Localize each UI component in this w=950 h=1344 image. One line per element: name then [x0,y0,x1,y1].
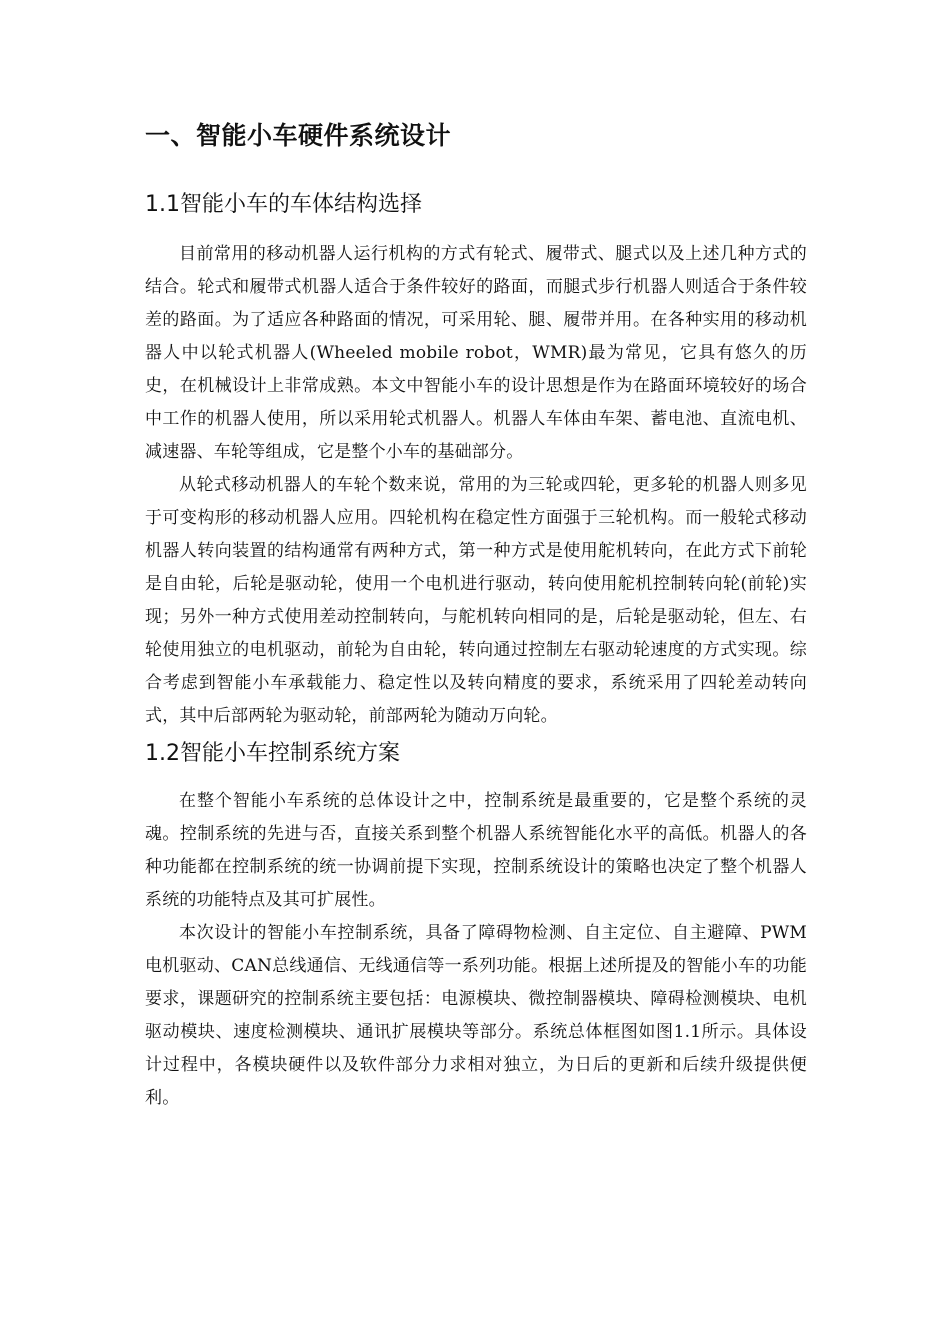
paragraph-1-2-a: 在整个智能小车系统的总体设计之中，控制系统是最重要的，它是整个系统的灵魂。控制系统的先进与否，直接关系到整个机器人系统智能化水平的高低。机器人的各种功能都在控制系统的统一协调前提下实现，控制系统设计的策略也决定了整个机器人系统的功能特点及其可扩展性。 [145,791,807,910]
section-heading-1-1: 1.1智能小车的车体结构选择 [145,192,422,217]
paragraph-1-1-b: 从轮式移动机器人的车轮个数来说，常用的为三轮或四轮，更多轮的机器人则多见于可变构形的移动机器人应用。四轮机构在稳定性方面强于三轮机构。而一般轮式移动机器人转向装置的结构通常有两种方式，第一种方式是使用舵机转向，在此方式下前轮是自由轮，后轮是驱动轮，使用一个电机进行驱动，转向使用舵机控制转向轮(前轮)实现；另外一种方式使用差动控制转向，与舵机转向相同的是，后轮是驱动轮，但左、右轮使用独立的电机驱动，前轮为自由轮，转向通过控制左右驱动轮速度的方式实现。综合考虑到智能小车承载能力、稳定性以及转向精度的要求，系统采用了四轮差动转向式，其中后部两轮为驱动轮，前部两轮为随动万向轮。 [145,475,807,726]
paragraph-1-2-b: 本次设计的智能小车控制系统，具备了障碍物检测、自主定位、自主避障、PWM电机驱动、CAN总线通信、无线通信等一系列功能。根据上述所提及的智能小车的功能要求，课题研究的控制系统主要包括：电源模块、微控制器模块、障碍检测模块、电机驱动模块、速度检测模块、通讯扩展模块等部分。系统总体框图如图1.1所示。具体设计过程中，各模块硬件以及软件部分力求相对独立，为日后的更新和后续升级提供便利。 [145,923,807,1108]
chapter-title: 一、智能小车硬件系统设计 [145,121,452,150]
document-body [145,112,807,1115]
paragraph-1-1-a: 目前常用的移动机器人运行机构的方式有轮式、履带式、腿式以及上述几种方式的结合。轮式和履带式机器人适合于条件较好的路面，而腿式步行机器人则适合于条件较差的路面。为了适应各种路面的情况，可采用轮、腿、履带并用。在各种实用的移动机器人中以轮式机器人(Wheeled mobile robot，WMR)最为常见，它具有悠久的历史，在机械设计上非常成熟。本文中智能小车的设计思想是作为在路面环境较好的场合中工作的机器人使用，所以采用轮式机器人。机器人车体由车架、蓄电池、直流电机、减速器、车轮等组成，它是整个小车的基础部分。 [145,244,807,462]
section-heading-1-2: 1.2智能小车控制系统方案 [145,741,400,766]
